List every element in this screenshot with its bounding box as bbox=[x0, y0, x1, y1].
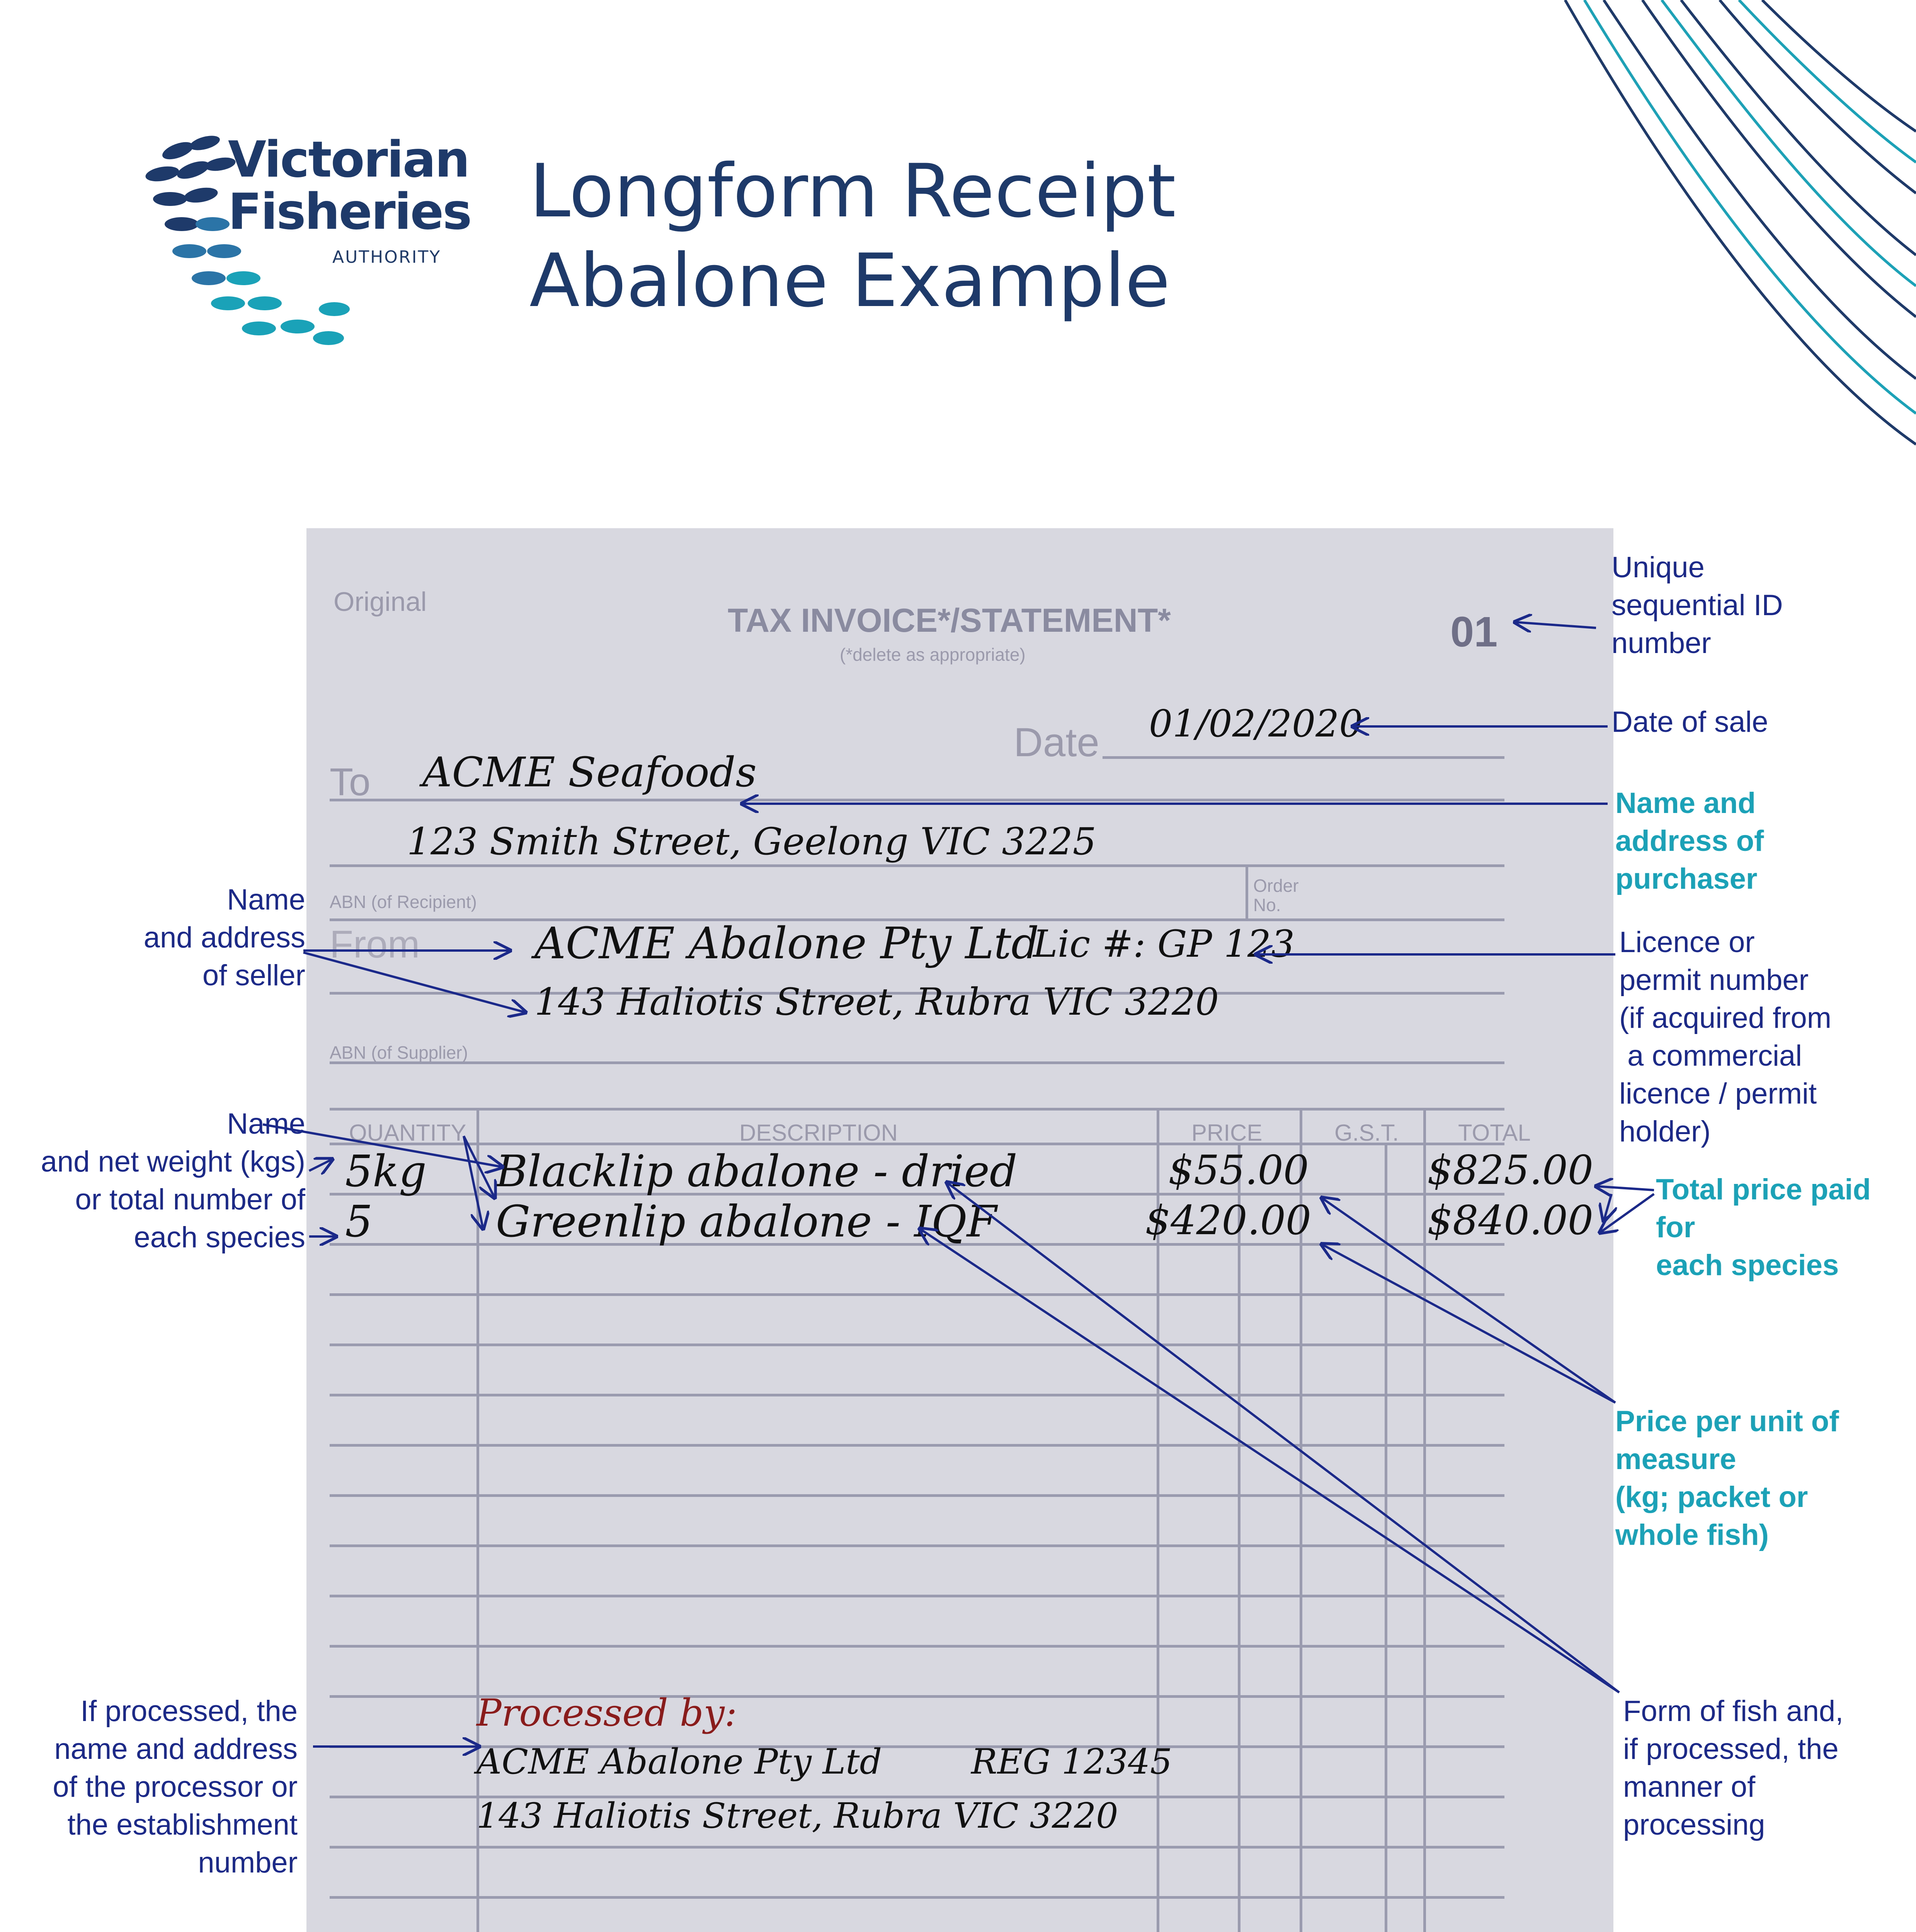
abn-recipient-label: ABN (of Recipient) bbox=[330, 892, 477, 912]
page-title-line1: Longform Receipt bbox=[529, 148, 1176, 234]
annotation-form-of-fish: Form of fish and, if processed, the manner of processing bbox=[1623, 1695, 1844, 1841]
invoice-heading: TAX INVOICE*/STATEMENT* bbox=[728, 602, 1171, 639]
annotation-licence: Licence or permit number (if acquired from a commercial licence / permit holder) bbox=[1619, 926, 1832, 1148]
row1-qty: 5kg bbox=[345, 1146, 427, 1197]
annotation-date-of-sale: Date of sale bbox=[1611, 706, 1768, 738]
from-label: From bbox=[330, 923, 420, 966]
invoice-number: 01 bbox=[1450, 608, 1498, 656]
purchaser-name: ACME Seafoods bbox=[422, 748, 757, 796]
date-value: 01/02/2020 bbox=[1149, 702, 1363, 745]
col-gst: G.S.T. bbox=[1334, 1120, 1399, 1146]
purchaser-address: 123 Smith Street, Geelong VIC 3225 bbox=[407, 820, 1096, 863]
row2-qty: 5 bbox=[345, 1197, 373, 1247]
row1-total: $825.00 bbox=[1427, 1146, 1594, 1194]
annotation-purchaser: Name and address of purchaser bbox=[1615, 787, 1764, 895]
col-price: PRICE bbox=[1191, 1120, 1263, 1146]
date-label: Date bbox=[1014, 720, 1099, 765]
row2-price: $420.00 bbox=[1145, 1197, 1312, 1244]
row1-description: Blacklip abalone - dried bbox=[496, 1146, 1018, 1197]
licence-number: Lic #: GP 123 bbox=[1033, 922, 1295, 966]
annotation-price-per-unit: Price per unit of measure (kg; packet or whole fish) bbox=[1615, 1405, 1839, 1551]
annotation-seller: Name and address of seller bbox=[143, 883, 305, 992]
col-quantity: QUANTITY bbox=[349, 1120, 466, 1146]
col-total: TOTAL bbox=[1458, 1120, 1531, 1146]
annotation-net-weight: Name and net weight (kgs) or total number of each species bbox=[41, 1107, 305, 1254]
original-label: Original bbox=[334, 587, 427, 617]
processor-reg: REG 12345 bbox=[971, 1742, 1172, 1782]
order-no-label: Order No. bbox=[1253, 876, 1299, 915]
annotation-unique-id: Unique sequential ID number bbox=[1611, 551, 1783, 660]
page-title-line2: Abalone Example bbox=[529, 238, 1171, 323]
logo-line1: Victorian bbox=[228, 131, 469, 189]
processor-address: 143 Haliotis Street, Rubra VIC 3220 bbox=[476, 1796, 1118, 1836]
processed-by-label: Processed by: bbox=[476, 1691, 737, 1735]
seller-name: ACME Abalone Pty Ltd bbox=[534, 918, 1039, 969]
invoice-subheading: (*delete as appropriate) bbox=[840, 645, 1026, 665]
col-description: DESCRIPTION bbox=[739, 1120, 898, 1146]
annotation-total-price: Total price paid for each species bbox=[1656, 1173, 1871, 1282]
row1-price: $55.00 bbox=[1168, 1146, 1309, 1194]
to-label: To bbox=[330, 760, 371, 804]
processor-name: ACME Abalone Pty Ltd bbox=[476, 1742, 882, 1782]
annotation-processor: If processed, the name and address of the processor or the establishment number bbox=[53, 1695, 298, 1879]
row2-description: Greenlip abalone - IQF bbox=[496, 1197, 997, 1247]
abn-supplier-label: ABN (of Supplier) bbox=[330, 1043, 468, 1063]
logo-line3: AUTHORITY bbox=[332, 247, 441, 267]
seller-address: 143 Haliotis Street, Rubra VIC 3220 bbox=[534, 980, 1219, 1024]
logo-line2: Fisheries bbox=[228, 183, 471, 241]
row2-total: $840.00 bbox=[1427, 1197, 1594, 1244]
